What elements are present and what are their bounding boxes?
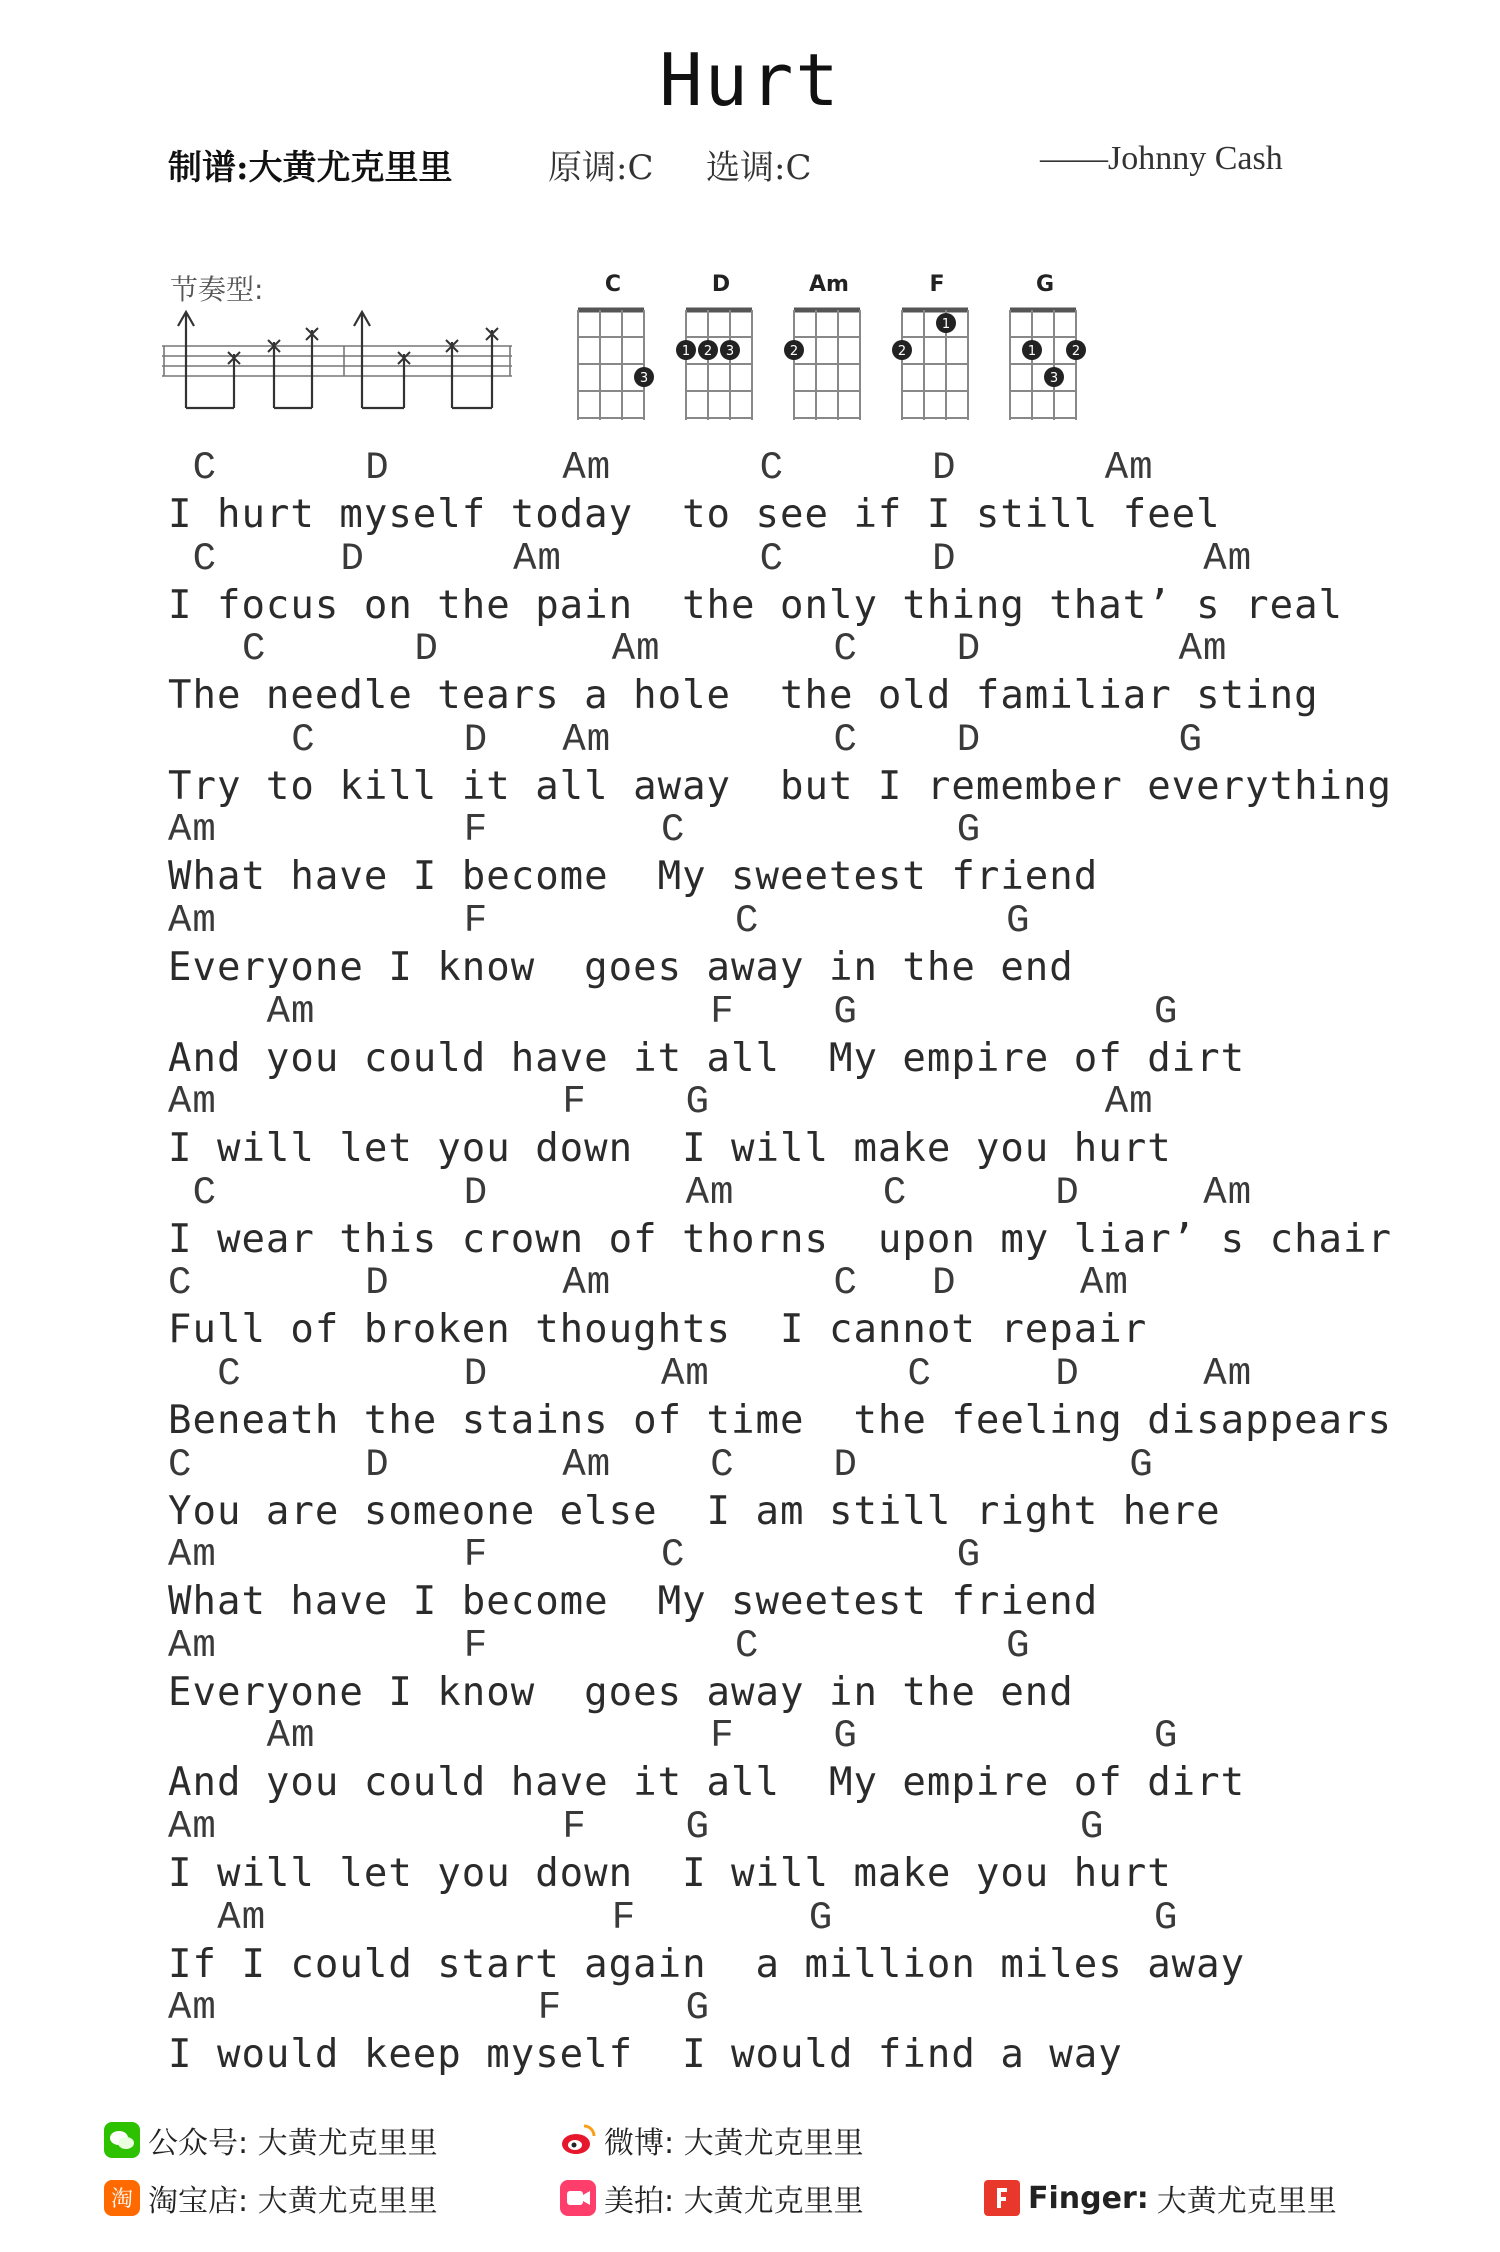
chord-symbol: D [463, 1351, 489, 1396]
chord-symbol: D [932, 536, 957, 581]
lyric-line: You are someone else I am still right here [168, 1488, 1221, 1534]
chord-symbol: Am [266, 1714, 316, 1759]
fretboard-grid [568, 304, 658, 424]
chord-symbol: C [192, 1170, 218, 1215]
chord-symbol: C [833, 627, 858, 672]
chord-symbol: G [808, 1895, 834, 1940]
svg-text:3: 3 [639, 371, 649, 386]
artist-credit: ——Johnny Cash [1040, 140, 1283, 177]
chord-symbol: C [833, 717, 858, 762]
song-body [168, 446, 1392, 2083]
chord-symbol: C [833, 1261, 858, 1306]
chord-symbol: Am [562, 1261, 612, 1306]
chord-symbol: Am [1178, 627, 1228, 672]
lyric-line: What have I become My sweetest friend [168, 1579, 1099, 1625]
chord-symbol: Am [168, 1804, 217, 1849]
song-line [168, 1895, 1348, 1993]
chord-symbol: D [365, 446, 390, 490]
taobao-icon [104, 2180, 140, 2216]
chord-symbol: G [1178, 717, 1204, 762]
lyric-line: I will let you down I will make you hurt [168, 1850, 1172, 1896]
chord-symbol: D [956, 627, 982, 672]
song-line [168, 1080, 1348, 1177]
taobao-text: 淘宝店: 大黄尤克里里 [148, 2184, 438, 2219]
wechat-text: 公众号: 大黄尤克里里 [148, 2126, 438, 2161]
arranger-credit: 制谱:大黄尤克里里 [168, 148, 453, 188]
rhythm-pattern-notation [162, 308, 522, 418]
chord-symbol: F [463, 808, 489, 853]
chord-symbol: Am [611, 627, 661, 672]
chord-symbol: G [1006, 1623, 1031, 1668]
chord-symbol: Am [168, 1080, 217, 1125]
lyric-line: I wear this crown of thorns upon my liar’ s chair [168, 1216, 1392, 1262]
chord-symbol: F [710, 1714, 735, 1759]
song-line [168, 808, 1348, 905]
chord-symbol: C [192, 446, 218, 490]
chord-symbol: C [661, 808, 686, 853]
footer-finger [984, 2176, 1337, 2220]
svg-text:2: 2 [897, 344, 907, 359]
chord-symbol: G [1154, 1895, 1179, 1940]
svg-text:3: 3 [725, 344, 735, 359]
weibo-text: 微博: 大黄尤克里里 [604, 2126, 864, 2161]
chord-name: C [604, 272, 622, 297]
chord-symbol: C [734, 1623, 760, 1668]
song-line [168, 1714, 1348, 1811]
song-line [168, 446, 1348, 543]
song-line [168, 1986, 1348, 2083]
finger-label: Finger: [1028, 2180, 1149, 2216]
chord-symbol: D [1055, 1170, 1080, 1215]
chord-symbol: Am [217, 1895, 267, 1940]
chord-symbol: G [956, 1533, 982, 1578]
chord-symbol: G [1006, 898, 1031, 943]
song-line [168, 1261, 1348, 1358]
footer-taobao [104, 2176, 438, 2220]
song-line [168, 536, 1348, 634]
chord-symbol: D [956, 717, 982, 762]
chord-symbol: G [956, 808, 982, 853]
finger-app-icon [984, 2180, 1020, 2216]
finger-name: 大黄尤克里里 [1156, 2184, 1337, 2219]
song-line [168, 1623, 1348, 1721]
chord-symbol: D [932, 446, 957, 490]
song-line [168, 1442, 1348, 1540]
meipai-icon [560, 2180, 596, 2216]
chord-symbol: D [463, 1170, 489, 1215]
wechat-icon [104, 2122, 140, 2158]
lyric-line: And you could have it all My empire of dirt [168, 1035, 1246, 1081]
lyric-line: The needle tears a hole the old familiar sting [168, 673, 1319, 719]
chord-symbol: Am [1104, 1080, 1154, 1125]
chord-symbol: Am [1104, 446, 1154, 490]
svg-text:2: 2 [789, 344, 799, 359]
chord-symbol: C [217, 1351, 242, 1396]
chord-symbol: Am [168, 808, 217, 853]
song-line [168, 989, 1348, 1087]
chord-symbol: D [833, 1442, 858, 1487]
chord-symbol: G [833, 989, 858, 1034]
chord-symbol: D [365, 1261, 390, 1306]
chord-symbol: Am [513, 536, 562, 581]
chord-symbol: Am [266, 989, 316, 1034]
chord-symbol: G [685, 1080, 711, 1125]
svg-text:3: 3 [1049, 371, 1059, 386]
chord-symbol: F [710, 989, 735, 1034]
chord-symbol: C [192, 536, 218, 581]
chord-symbol: C [759, 536, 784, 581]
svg-text:2: 2 [1071, 344, 1081, 359]
chord-symbol: D [414, 627, 439, 672]
chord-symbol: F [562, 1080, 587, 1125]
lyric-line: I will let you down I will make you hurt [168, 1126, 1172, 1172]
chord-symbol: D [340, 536, 365, 581]
lyric-line: I focus on the pain the only thing that’ s real [168, 582, 1344, 628]
song-title: Hurt [659, 38, 841, 122]
song-line [168, 717, 1392, 815]
original-key: 原调:C [548, 148, 654, 188]
song-line [168, 1170, 1392, 1268]
chord-symbol: Am [168, 1623, 217, 1668]
fretboard-grid [676, 304, 766, 424]
chord-name: Am [809, 272, 849, 297]
lyric-line: Everyone I know goes away in the end [168, 1669, 1074, 1715]
chord-symbol: F [463, 1623, 489, 1668]
rhythm-pattern-label: 节奏型: [170, 273, 264, 306]
song-line [168, 627, 1348, 724]
chord-symbol: Am [562, 446, 612, 490]
fretboard-grid [784, 304, 874, 424]
chord-symbol: G [1154, 989, 1179, 1034]
chord-symbol: F [463, 1533, 489, 1578]
chord-symbol: C [710, 1442, 735, 1487]
lyric-line: If I could start again a million miles away [168, 1941, 1246, 1987]
lyric-line: Beneath the stains of time the feeling disappears [168, 1397, 1392, 1443]
chord-symbol: Am [661, 1351, 710, 1396]
chord-symbol: D [1055, 1351, 1080, 1396]
chord-symbol: G [685, 1986, 711, 2031]
svg-text:1: 1 [681, 344, 691, 359]
chord-symbol: G [1154, 1714, 1179, 1759]
chord-symbol: G [1129, 1442, 1154, 1487]
weibo-icon [560, 2122, 596, 2158]
chord-symbol: Am [1203, 1170, 1253, 1215]
chord-symbol: D [463, 717, 489, 762]
chord-symbol: Am [1203, 1351, 1253, 1396]
svg-text:2: 2 [703, 344, 713, 359]
chord-symbol: C [661, 1533, 686, 1578]
chord-symbol: C [907, 1351, 932, 1396]
lyric-line: What have I become My sweetest friend [168, 854, 1099, 900]
chord-symbol: Am [1080, 1261, 1129, 1306]
chord-symbol: C [882, 1170, 908, 1215]
chord-symbol: G [685, 1804, 711, 1849]
chord-name: G [1035, 272, 1055, 297]
chord-symbol: C [168, 1261, 193, 1306]
chord-symbol: F [537, 1986, 563, 2031]
chord-symbol: G [1080, 1804, 1105, 1849]
chord-name: D [711, 272, 731, 297]
chord-symbol: F [611, 1895, 637, 1940]
chord-symbol: Am [168, 1533, 217, 1578]
chord-symbol: C [291, 717, 316, 762]
chord-symbol: Am [562, 717, 612, 762]
chosen-key: 选调:C [706, 148, 812, 188]
chord-symbol: C [759, 446, 784, 490]
chord-symbol: F [562, 1804, 587, 1849]
song-line [168, 1804, 1348, 1902]
chord-symbol: D [365, 1442, 390, 1487]
lyric-line: I would keep myself I would find a way [168, 2032, 1123, 2078]
chord-symbol: D [932, 1261, 957, 1306]
song-line [168, 1351, 1392, 1449]
chord-name: F [929, 272, 945, 297]
chord-symbol: C [734, 898, 760, 943]
chord-symbol: C [168, 1442, 193, 1487]
chord-symbol: Am [562, 1442, 612, 1487]
svg-text:1: 1 [1027, 344, 1037, 359]
chord-symbol: G [833, 1714, 858, 1759]
chord-symbol: F [463, 898, 489, 943]
svg-text:1: 1 [941, 317, 951, 332]
fretboard-grid [892, 304, 982, 424]
chord-symbol: Am [168, 1986, 217, 2031]
song-line [168, 1533, 1348, 1630]
lyric-line: Everyone I know goes away in the end [168, 944, 1074, 990]
lyric-line: And you could have it all My empire of dirt [168, 1760, 1246, 1806]
footer-wechat [104, 2118, 438, 2162]
chord-symbol: C [241, 627, 267, 672]
chord-symbol: Am [685, 1170, 735, 1215]
song-line [168, 898, 1348, 996]
lyric-line: I hurt myself today to see if I still feel [168, 492, 1221, 537]
fretboard-grid [1000, 304, 1090, 424]
meipai-text: 美拍: 大黄尤克里里 [604, 2184, 864, 2219]
lyric-line: Full of broken thoughts I cannot repair [168, 1307, 1148, 1353]
footer-weibo [560, 2118, 864, 2162]
chord-symbol: Am [1203, 536, 1253, 581]
footer-meipai [560, 2176, 864, 2220]
chord-symbol: Am [168, 898, 217, 943]
lyric-line: Try to kill it all away but I remember everything [168, 763, 1392, 809]
svg-text:淘: 淘 [110, 2187, 134, 2212]
